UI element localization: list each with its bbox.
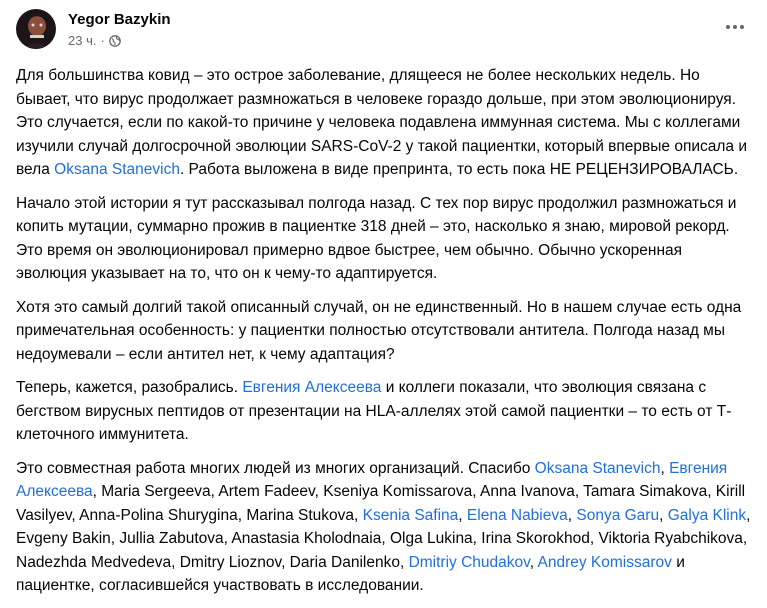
post-timestamp[interactable]: 23 ч. [68, 33, 97, 48]
avatar[interactable] [16, 9, 56, 49]
mention-oksana-stanevich-2[interactable]: Oksana Stanevich [534, 459, 661, 477]
mention-ksenia-safina[interactable]: Ksenia Safina [362, 506, 459, 524]
mention-elena-nabieva[interactable]: Elena Nabieva [466, 506, 568, 524]
mention-andrey-komissarov[interactable]: Andrey Komissarov [537, 553, 672, 571]
paragraph-4: Теперь, кажется, разобрались. Евгения Алексеева и коллеги показали, что эволюция связана с бегством вирусных пептидов от презентации на HLA-аллелях этой самой пациентки – то есть от Т-клеточного иммунитета. [16, 379, 732, 443]
meta-separator: · [100, 33, 105, 48]
post-body [16, 64, 751, 608]
post-meta [68, 33, 121, 49]
more-options-icon[interactable] [719, 15, 751, 39]
mention-dmitriy-chudakov[interactable]: Dmitriy Chudakov [408, 553, 530, 571]
mention-oksana-stanevich[interactable]: Oksana Stanevich [54, 161, 180, 178]
mention-sonya-garu[interactable]: Sonya Garu [576, 506, 660, 524]
post-header [16, 9, 751, 53]
paragraph-2: Начало этой истории я тут рассказывал полгода назад. С тех пор вирус продолжил размножаться и копить мутации, суммарно прожив в пациентке 318 дней – это, насколько я знаю, мировой рекорд. Это время он эволюционировал примерно вдвое быстрее, чем обычно. Обычно ускоренная эволюция указывает на то, что он к чему-то адаптируется. [16, 194, 737, 282]
paragraph-5: Это совместная работа многих людей из многих организаций. Спасибо Oksana Stanevich, Евгения Алексеева, Maria Sergeeva, Artem Fadeev, Kseniya Komissarova, Anna Ivanova, Tamara Simakova, Kirill Vasilyev, Anna-Polina Shurygina, Marina Stukova, Ksenia Safina, Elena Nabieva, Sonya Garu, Galya Klink, Evgeny Bakin, Jullia Zabutova, Anastasia Kholodnaia, Olga Lukina, Irina Skorokhod, Viktoria Ryabchikova, Nadezhda Medvedeva, Dmitry Lioznov, Daria Danilenko, Dmitriy Chudakov, Andrey Komissarov и пациентке, согласившейся участвовать в исследовании. [16, 459, 751, 594]
mention-galya-klink[interactable]: Galya Klink [667, 506, 747, 524]
author-name[interactable]: Yegor Bazykin [68, 11, 171, 28]
paragraph-3: Хотя это самый долгий такой описанный случай, он не единственный. Но в нашем случае есть одна примечательная особенность: у пациентки полностью отсутствовали антитела. Полгода назад мы недоумевали – если антител нет, к чему адаптация? [16, 298, 742, 363]
paragraph-1: Для большинства ковид – это острое заболевание, длящееся не более нескольких недель. Но бывает, что вирус продолжает размножаться в человеке гораздо дольше, при этом эволюционируя. Это случается, если по какой-то причине у человека подавлена иммунная система. Мы с коллегами изучили случай долгосрочной эволюции SARS-CoV-2 у такой пациентки, который впервые описала и вела Oksana Stanevich. Работа выложена в виде препринта, то есть пока НЕ РЕЦЕНЗИРОВАЛАСЬ. [16, 67, 748, 178]
globe-icon[interactable] [109, 35, 121, 47]
mention-evgenia-alekseeva-2[interactable]: Евгения Алексеева [16, 459, 728, 500]
mention-evgenia-alekseeva[interactable]: Евгения Алексеева [242, 379, 382, 396]
